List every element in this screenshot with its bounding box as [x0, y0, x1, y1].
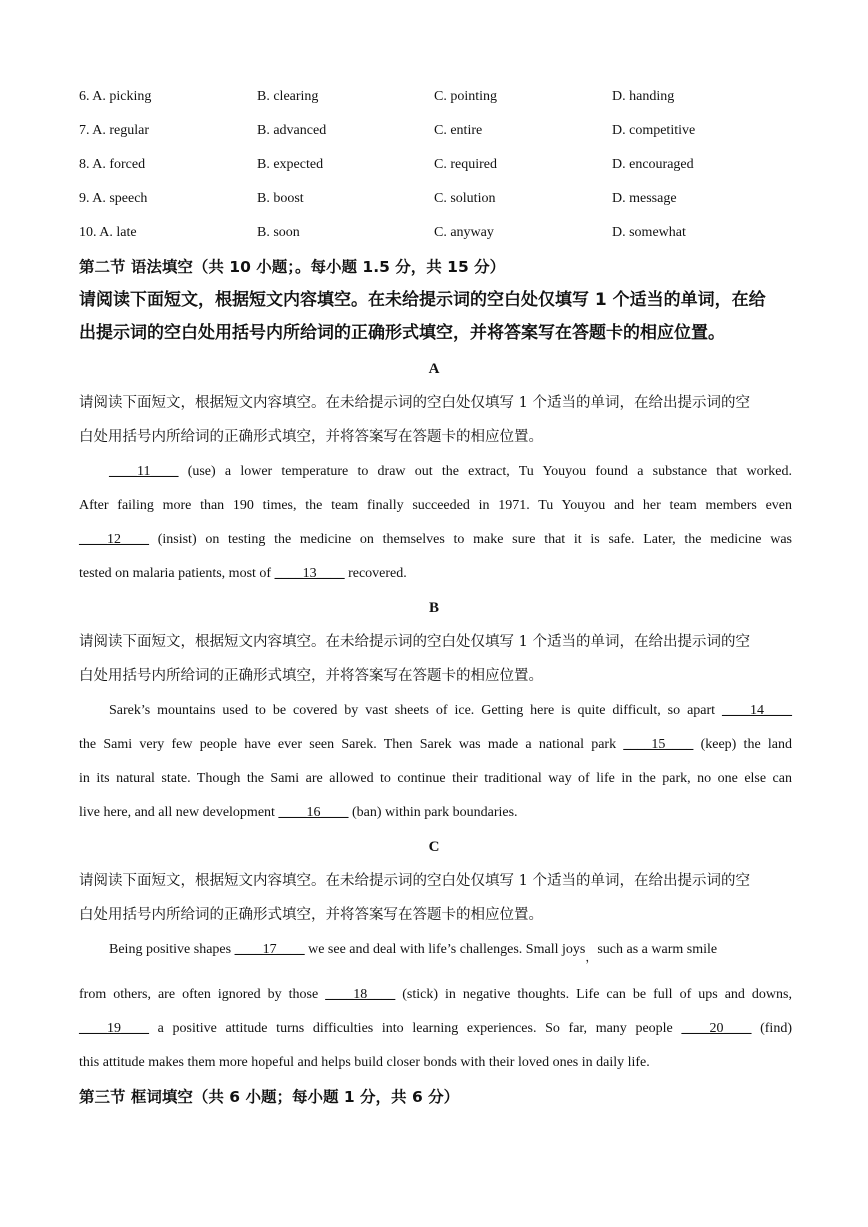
option-a: 9. A. speech [79, 191, 148, 206]
passage-line: live here, and all new development ____16____ (ban) within park boundaries. [79, 805, 518, 820]
option-c: C. required [434, 157, 497, 172]
passage-instruction: 请阅读下面短文，根据短文内容填空。在未给提示词的空白处仅填写 1 个适当的单词，在给出提示词的空 [79, 873, 750, 889]
passage-line: ____19____ a positive attitude turns difficulties into learning experiences. So far, many people ____20____ (find) [79, 1021, 792, 1036]
passage-line: tested on malaria patients, most of ____13____ recovered. [79, 566, 407, 581]
passage-line: this attitude makes them more hopeful and helps build closer bonds with their loved ones in daily life. [79, 1055, 650, 1070]
passage-line: from others, are often ignored by those ____18____ (stick) in negative thoughts. Life can be full of ups and downs, [79, 987, 792, 1002]
blank-19[interactable]: ____19____ [79, 1021, 149, 1036]
option-row-7 [79, 121, 799, 141]
blank-20[interactable]: ____20____ [681, 1021, 752, 1036]
option-c: C. anyway [434, 225, 494, 240]
section-heading: 第三节 框词填空（共 6 小题；每小题 1 分，共 6 分） [79, 1088, 460, 1106]
passage-letter: A [428, 361, 440, 377]
blank-12[interactable]: ____12____ [79, 532, 149, 547]
option-c: C. entire [434, 123, 483, 138]
blank-11[interactable]: ____11____ [109, 464, 179, 479]
comma: ， [585, 950, 598, 964]
option-a: 8. A. forced [79, 157, 146, 172]
section-heading: 第二节 语法填空（共 10 小题；。每小题 1.5 分，共 15 分） [79, 258, 506, 276]
option-d: D. handing [612, 89, 675, 104]
option-row-6 [79, 87, 799, 107]
option-a: 10. A. late [79, 225, 137, 240]
option-d: D. competitive [612, 123, 696, 138]
passage-line: ____11____ (use) a lower temperature to draw out the extract, Tu Youyou found a substance that worked. [109, 464, 792, 479]
passage-instruction: 白处用括号内所给词的正确形式填空，并将答案写在答题卡的相应位置。 [79, 668, 543, 684]
option-b: B. clearing [257, 89, 319, 104]
option-c: C. solution [434, 191, 496, 206]
blank-16[interactable]: ____16____ [278, 805, 349, 820]
passage-line: Sarek’s mountains used to be covered by vast sheets of ice. Getting here is quite difficult, so apart ____14____ [109, 703, 792, 718]
option-row-8 [79, 155, 799, 175]
passage-instruction: 白处用括号内所给词的正确形式填空，并将答案写在答题卡的相应位置。 [79, 907, 543, 923]
passage-instruction: 请阅读下面短文，根据短文内容填空。在未给提示词的空白处仅填写 1 个适当的单词，在给出提示词的空 [79, 395, 750, 411]
passage-letter: B [428, 600, 439, 616]
option-row-9 [79, 189, 799, 209]
option-d: D. somewhat [612, 225, 686, 240]
blank-13[interactable]: ____13____ [274, 566, 345, 581]
option-b: B. soon [257, 225, 300, 240]
passage-line: After failing more than 190 times, the team finally succeeded in 1971. Tu Youyou and her team members even [79, 498, 792, 513]
passage-instruction: 白处用括号内所给词的正确形式填空，并将答案写在答题卡的相应位置。 [79, 429, 543, 445]
passage-line: the Sami very few people have ever seen Sarek. Then Sarek was made a national park ____15____ (keep) the land [79, 737, 793, 752]
option-d: D. message [612, 191, 677, 206]
option-row-10 [79, 223, 799, 243]
section-instruction: 出提示词的空白处用括号内所给词的正确形式填空，并将答案写在答题卡的相应位置。 [79, 323, 725, 343]
passage-line: ____12____ (insist) on testing the medicine on themselves to make sure that it is safe. Later, the medicine was [79, 532, 792, 547]
option-b: B. boost [257, 191, 304, 206]
blank-14[interactable]: ____14____ [722, 703, 792, 718]
blank-15[interactable]: ____15____ [623, 737, 694, 752]
option-b: B. expected [257, 157, 324, 172]
option-a: 6. A. picking [79, 89, 152, 104]
passage-line: Being positive shapes ____17____ we see and deal with life’s challenges. Small joys，such as a warm smile [109, 942, 718, 964]
option-d: D. encouraged [612, 157, 694, 172]
blank-17[interactable]: ____17____ [234, 942, 305, 957]
option-c: C. pointing [434, 89, 498, 104]
option-b: B. advanced [257, 123, 327, 138]
blank-18[interactable]: ____18____ [325, 987, 396, 1002]
passage-letter: C [428, 839, 440, 855]
passage-instruction: 请阅读下面短文，根据短文内容填空。在未给提示词的空白处仅填写 1 个适当的单词，在给出提示词的空 [79, 634, 750, 650]
passage-line: in its natural state. Though the Sami are allowed to continue their traditional way of life in the park, no one else can [79, 771, 792, 786]
option-a: 7. A. regular [79, 123, 149, 138]
section-instruction: 请阅读下面短文，根据短文内容填空。在未给提示词的空白处仅填写 1 个适当的单词，在给 [79, 290, 766, 310]
